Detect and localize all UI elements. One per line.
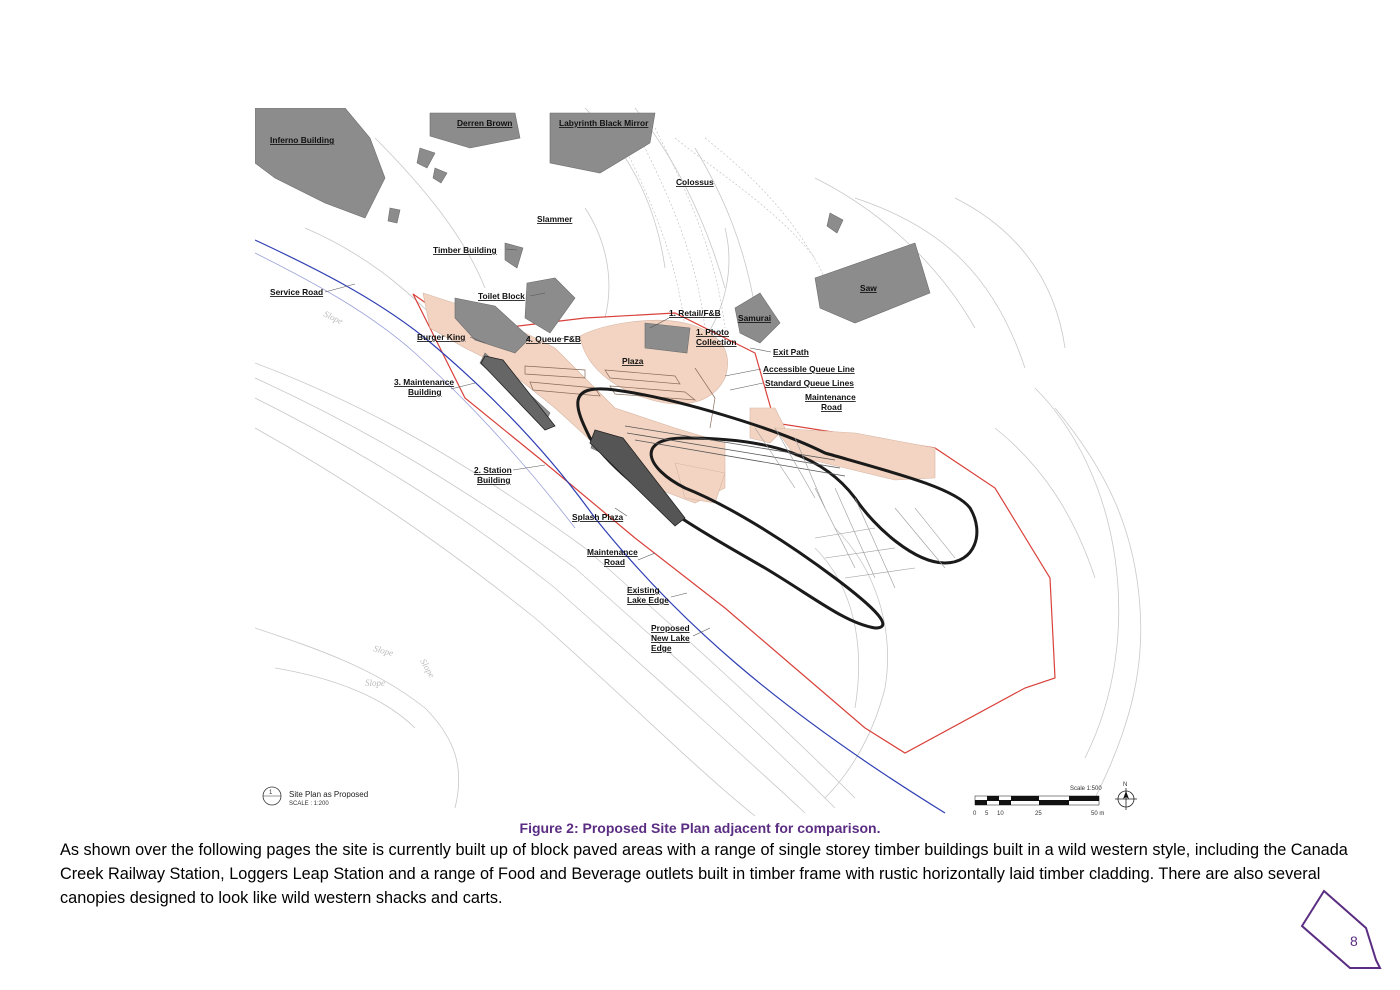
north-label: N <box>1123 782 1128 788</box>
drawing-ref-scale: SCALE : 1:200 <box>289 801 329 807</box>
scale-bar <box>973 786 1104 817</box>
coaster-track-existing <box>615 128 825 328</box>
label-maintenance-road-b1: Maintenance <box>587 547 638 557</box>
label-photo-collection-2: Collection <box>696 337 737 347</box>
label-inferno-building: Inferno Building <box>270 135 335 145</box>
scale-tick-1: 5 <box>985 811 989 817</box>
page-number: 8 <box>1350 933 1358 949</box>
body-paragraph: As shown over the following pages the site is currently built up of block paved areas with a range of single storey timber buildings built in a wild western style, including the Canada Creek Railway Station, Loggers Leap Station and a range of Food and Beverage outlets built in timber frame with rustic horizontally laid timber cladding. There are also several canopies designed to look like wild western shacks and carts. <box>60 841 1348 907</box>
service-road-line <box>255 240 945 813</box>
label-accessible-queue: Accessible Queue Line <box>763 364 855 374</box>
page-badge-shape <box>1302 891 1380 968</box>
label-proposed-lake-2: New Lake <box>651 633 690 643</box>
scale-tick-4: 50 m <box>1091 811 1105 817</box>
slope-annotations <box>322 309 437 688</box>
label-maintenance-road-1: Maintenance <box>805 392 856 402</box>
page-number-badge <box>1296 888 1388 980</box>
slope-text-1: Slope <box>322 308 345 327</box>
label-exit-path: Exit Path <box>773 347 809 357</box>
scale-tick-3: 25 <box>1035 811 1042 817</box>
label-maintenance-building-1: 3. Maintenance <box>394 377 455 387</box>
label-standard-queue: Standard Queue Lines <box>765 378 854 388</box>
label-saw: Saw <box>860 283 877 293</box>
scale-tick-0: 0 <box>973 811 977 817</box>
label-retail-fb: 1. Retail/F&B <box>669 308 721 318</box>
drawing-reference <box>263 787 368 807</box>
slope-text-2: Slope <box>372 643 395 659</box>
label-toilet-block: Toilet Block <box>478 291 525 301</box>
label-proposed-lake-1: Proposed <box>651 623 690 633</box>
label-plaza: Plaza <box>622 356 644 366</box>
label-maintenance-building-2: Building <box>408 387 442 397</box>
label-samurai: Samurai <box>738 313 772 323</box>
label-splash-plaza: Splash Plaza <box>572 512 624 522</box>
label-timber-building: Timber Building <box>433 245 497 255</box>
label-station-building-2: Building <box>477 475 511 485</box>
label-photo-collection-1: 1. Photo <box>696 327 730 337</box>
figure-caption: Figure 2: Proposed Site Plan adjacent for comparison. <box>519 820 881 836</box>
label-existing-lake-2: Lake Edge <box>627 595 669 605</box>
scale-bar-title: Scale 1:500 <box>1070 786 1102 792</box>
label-burger-king: Burger King <box>417 332 466 342</box>
scale-tick-2: 10 <box>997 811 1004 817</box>
drawing-ref-title: Site Plan as Proposed <box>289 790 369 799</box>
label-slammer: Slammer <box>537 214 573 224</box>
label-service-road: Service Road <box>270 287 324 297</box>
label-colossus: Colossus <box>676 177 714 187</box>
slope-text-3: Slope <box>418 657 437 680</box>
north-arrow-icon <box>1115 782 1137 810</box>
label-existing-lake-1: Existing <box>627 585 660 595</box>
label-labyrinth: Labyrinth Black Mirror <box>559 118 649 128</box>
label-proposed-lake-3: Edge <box>651 643 672 653</box>
label-queue-fb: 4. Queue F&B <box>526 334 581 344</box>
site-plan-drawing <box>255 108 1155 818</box>
label-maintenance-road-b2: Road <box>604 557 625 567</box>
slope-text-4: Slope <box>365 678 385 688</box>
drawing-ref-number: 1 <box>269 790 273 796</box>
label-derren-brown: Derren Brown <box>457 118 513 128</box>
label-maintenance-road-2: Road <box>821 402 842 412</box>
label-station-building-1: 2. Station <box>474 465 512 475</box>
